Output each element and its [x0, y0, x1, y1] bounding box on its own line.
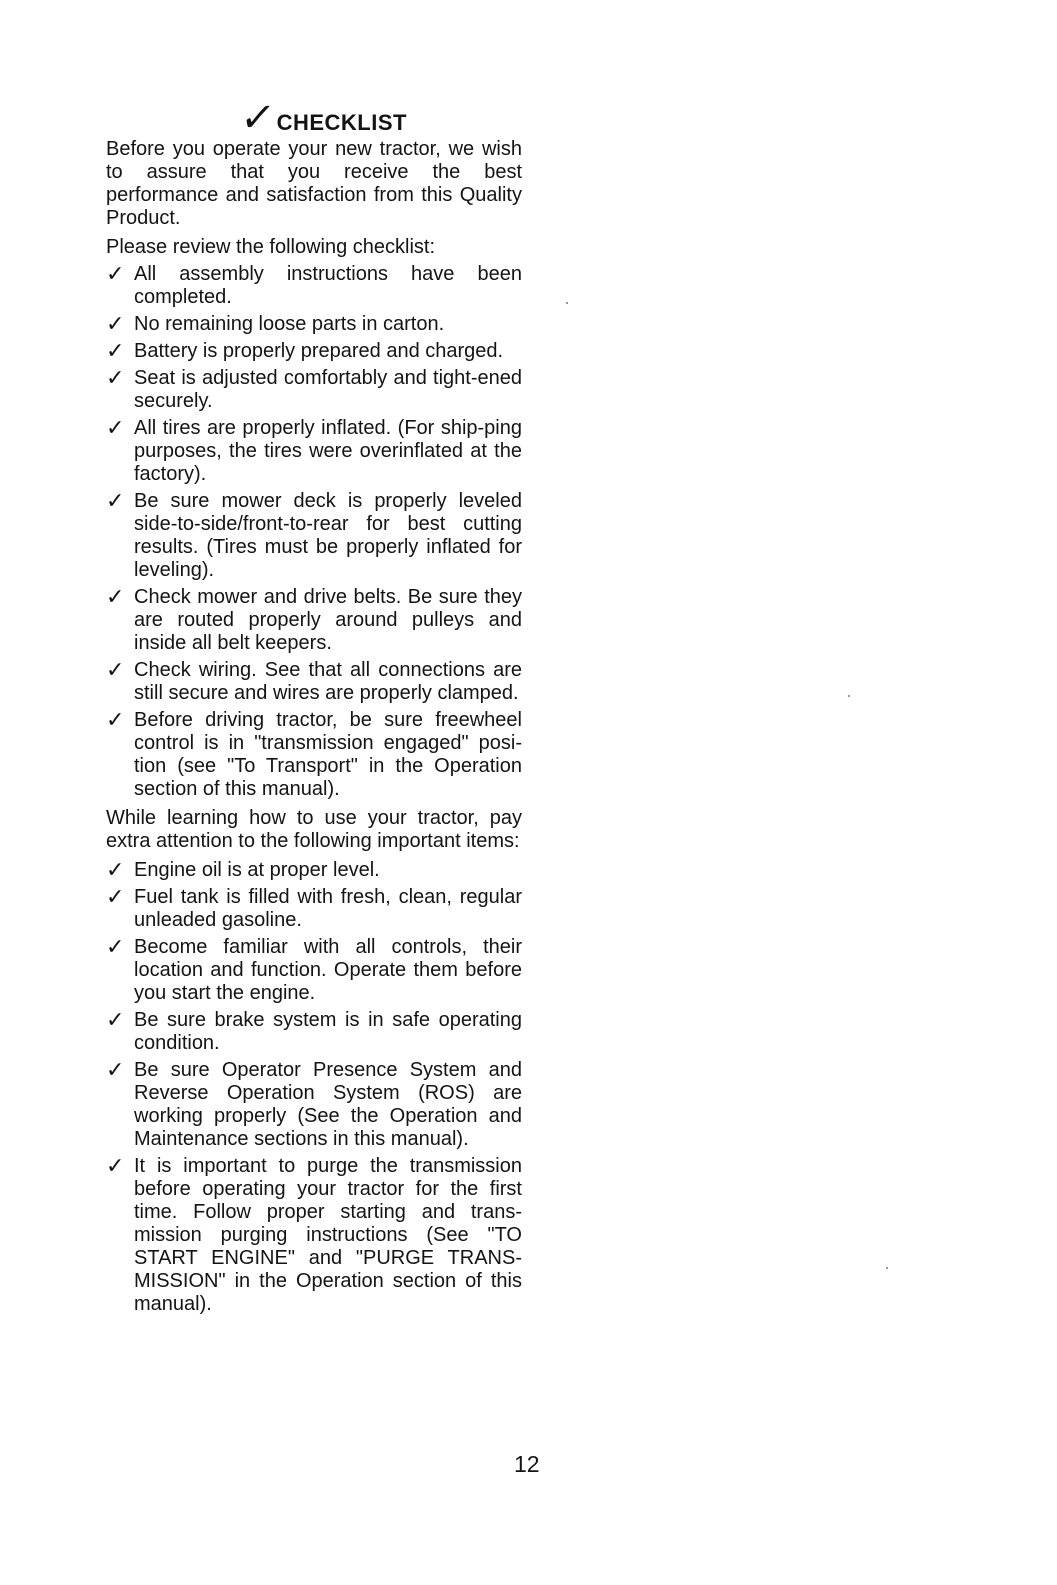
- list-item-text: All tires are properly inflated. (For ship-ping purposes, the tires were overinflated at the factory).: [134, 417, 522, 485]
- list-item-text: No remaining loose parts in carton.: [134, 313, 445, 335]
- list-item: [106, 1155, 522, 1316]
- checkmark-icon: ✓: [106, 365, 125, 390]
- page-number: 12: [514, 1451, 540, 1477]
- list-item: [106, 1059, 522, 1151]
- list-item-text: Before driving tractor, be sure freewheel control is in "transmission engaged" posi-tion (see "To Transport" in the Operation section of this manual).: [134, 709, 522, 800]
- list-item-text: Become familiar with all controls, their location and function. Operate them before you start the engine.: [134, 936, 522, 1004]
- list-item-text: Engine oil is at proper level.: [134, 859, 380, 881]
- list-item: [106, 659, 522, 705]
- checkmark-icon: ✓: [106, 707, 125, 732]
- list-item-text: Be sure brake system is in safe operating condition.: [134, 1009, 522, 1054]
- list-item: [106, 263, 522, 309]
- scan-speck: [848, 695, 850, 697]
- list-item-text: Be sure mower deck is properly leveled side-to-side/front-to-rear for best cutting results. (Tires must be properly inflated for leveling).: [134, 490, 522, 581]
- list-item-text: Check mower and drive belts. Be sure they are routed properly around pulleys and inside all belt keepers.: [134, 586, 522, 654]
- list-item-text: Be sure Operator Presence System and Reverse Operation System (ROS) are working properly (See the Operation and Maintenance sections in this manual).: [134, 1059, 522, 1150]
- checkmark-icon: ✓: [106, 884, 125, 909]
- checkmark-icon: ✓: [106, 415, 125, 440]
- checkmark-icon: ✓: [106, 584, 125, 609]
- list-item: [106, 417, 522, 486]
- scan-speck: [886, 1267, 888, 1269]
- checkmark-icon: ✓: [106, 934, 125, 959]
- list-item-text: It is important to purge the transmission before operating your tractor for the first time. Follow proper starting and trans-mission purging instructions (See "TO START ENGINE" and "PURGE TRANS-MISSION" in the Operation section of this manual).: [134, 1155, 522, 1315]
- learning-paragraph: While learning how to use your tractor, pay extra attention to the following important items:: [106, 807, 522, 852]
- checkmark-icon: ✓: [106, 311, 125, 336]
- list-item: [106, 709, 522, 801]
- list-item-text: Check wiring. See that all connections are still secure and wires are properly clamped.: [134, 659, 522, 704]
- list-item: [106, 886, 522, 932]
- list-item: [106, 859, 522, 882]
- checkmark-icon: ✓: [106, 657, 125, 682]
- page-title: CHECKLIST: [276, 110, 407, 135]
- checkmark-icon: ✓: [106, 1057, 125, 1082]
- list-item: [106, 490, 522, 582]
- scan-speck: [566, 302, 568, 304]
- checkmark-icon: ✓: [237, 96, 278, 140]
- checkmark-icon: ✓: [106, 1007, 125, 1032]
- checklist-heading: [126, 96, 522, 140]
- list-item-text: Fuel tank is filled with fresh, clean, regular unleaded gasoline.: [134, 886, 522, 931]
- checkmark-icon: ✓: [106, 1153, 125, 1178]
- checklist-column: [106, 96, 522, 1322]
- list-item: [106, 367, 522, 413]
- checkmark-icon: ✓: [106, 857, 125, 882]
- intro-paragraph: Before you operate your new tractor, we wish to assure that you receive the best performance and satisfaction from this Quality Product.: [106, 138, 522, 229]
- list-item: [106, 313, 522, 336]
- pre-operation-checklist: [106, 263, 522, 801]
- checkmark-icon: ✓: [106, 261, 125, 286]
- list-item-text: All assembly instructions have been completed.: [134, 263, 522, 308]
- list-item: [106, 586, 522, 655]
- list-item: [106, 936, 522, 1005]
- review-prompt: Please review the following checklist:: [106, 236, 436, 258]
- checkmark-icon: ✓: [106, 488, 125, 513]
- learning-checklist: [106, 859, 522, 1316]
- checkmark-icon: ✓: [106, 338, 125, 363]
- list-item: [106, 340, 522, 363]
- list-item-text: Seat is adjusted comfortably and tight-ened securely.: [134, 367, 522, 412]
- list-item-text: Battery is properly prepared and charged.: [134, 340, 504, 362]
- list-item: [106, 1009, 522, 1055]
